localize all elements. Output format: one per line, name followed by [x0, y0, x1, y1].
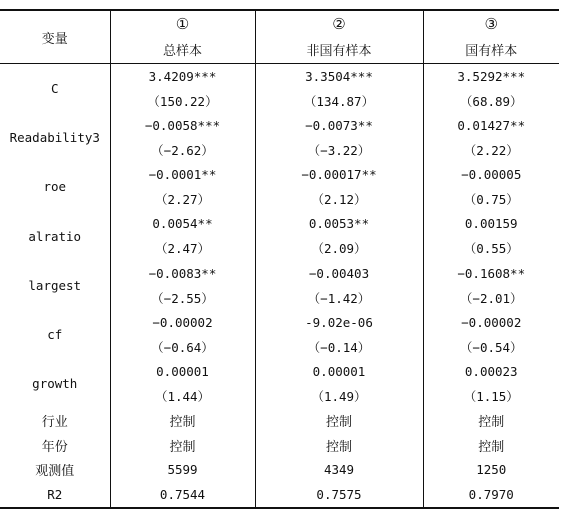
coefficient-cell: −0.0083**: [110, 261, 255, 286]
tstat-cell: （2.47）: [110, 236, 255, 261]
tstat-cell: （134.87）: [255, 89, 423, 114]
variable-label: roe: [43, 179, 67, 195]
coefficient-cell: −0.00002: [423, 310, 559, 335]
footer-value: 5599: [110, 458, 255, 483]
footer-value: 控制: [110, 433, 255, 458]
tstat-cell: （1.15）: [423, 384, 559, 409]
variable-header: 变量: [0, 10, 110, 64]
coefficient-cell: 0.0053**: [255, 212, 423, 237]
footer-value: 0.7970: [423, 482, 559, 508]
variable-label: largest: [28, 277, 82, 293]
footer-label: 行业: [41, 415, 68, 431]
coefficient-cell: 0.00001: [110, 359, 255, 384]
coefficient-cell: 3.3504***: [255, 64, 423, 89]
variable-label: cf: [47, 327, 63, 343]
table-body: [0, 64, 559, 508]
tstat-cell: （−2.55）: [110, 285, 255, 310]
footer-value: 控制: [423, 433, 559, 458]
table-row-footer: [0, 433, 559, 458]
footer-value: 控制: [255, 408, 423, 433]
footer-value: 控制: [255, 433, 423, 458]
tstat-cell: （−2.62）: [110, 138, 255, 163]
tstat-cell: （68.89）: [423, 89, 559, 114]
variable-label: Readability3: [9, 130, 100, 146]
coefficient-cell: 0.00023: [423, 359, 559, 384]
tstat-cell: （1.44）: [110, 384, 255, 409]
table-row-footer: [0, 408, 559, 433]
coefficient-cell: -9.02e-06: [255, 310, 423, 335]
table-row-coef: [0, 162, 559, 187]
tstat-cell: （−0.64）: [110, 335, 255, 360]
tstat-cell: （−2.01）: [423, 285, 559, 310]
regression-table: [0, 9, 559, 509]
coefficient-cell: 0.00159: [423, 212, 559, 237]
coefficient-cell: −0.00403: [255, 261, 423, 286]
variable-label: growth: [32, 376, 78, 392]
table-row-coef: [0, 113, 559, 138]
col-name-full-sample: 总样本: [110, 36, 255, 64]
coefficient-cell: 0.01427**: [423, 113, 559, 138]
coefficient-cell: −0.0001**: [110, 162, 255, 187]
tstat-cell: （2.12）: [255, 187, 423, 212]
table-row-coef: [0, 261, 559, 286]
footer-label: 年份: [41, 439, 68, 455]
coefficient-cell: 3.5292***: [423, 64, 559, 89]
variable-label: C: [50, 81, 59, 97]
col-number-1: ①: [110, 10, 255, 36]
tstat-cell: （2.27）: [110, 187, 255, 212]
table-row-coef: [0, 310, 559, 335]
coefficient-cell: −0.1608**: [423, 261, 559, 286]
tstat-cell: （2.09）: [255, 236, 423, 261]
footer-label: 观测值: [35, 464, 75, 480]
footer-label: R2: [0, 482, 110, 508]
footer-value: 0.7544: [110, 482, 255, 508]
coefficient-cell: −0.00017**: [255, 162, 423, 187]
header-row-numbers: [0, 10, 559, 36]
col-number-2: ②: [255, 10, 423, 36]
variable-label: alratio: [28, 228, 82, 244]
tstat-cell: （0.75）: [423, 187, 559, 212]
table-row-coef: [0, 359, 559, 384]
footer-value: 控制: [423, 408, 559, 433]
tstat-cell: （−0.54）: [423, 335, 559, 360]
coefficient-cell: −0.0058***: [110, 113, 255, 138]
tstat-cell: （0.55）: [423, 236, 559, 261]
tstat-cell: （150.22）: [110, 89, 255, 114]
col-name-non-state: 非国有样本: [255, 36, 423, 64]
col-name-state: 国有样本: [423, 36, 559, 64]
footer-value: 0.7575: [255, 482, 423, 508]
footer-value: 控制: [110, 408, 255, 433]
table-row-coef: [0, 212, 559, 237]
table-row-footer: [0, 482, 559, 508]
table-row-footer: [0, 458, 559, 483]
tstat-cell: （−0.14）: [255, 335, 423, 360]
tstat-cell: （−1.42）: [255, 285, 423, 310]
tstat-cell: （2.22）: [423, 138, 559, 163]
coefficient-cell: 0.0054**: [110, 212, 255, 237]
footer-value: 1250: [423, 458, 559, 483]
coefficient-cell: −0.00002: [110, 310, 255, 335]
col-number-3: ③: [423, 10, 559, 36]
coefficient-cell: −0.0073**: [255, 113, 423, 138]
table-row-coef: [0, 64, 559, 89]
coefficient-cell: 0.00001: [255, 359, 423, 384]
tstat-cell: （1.49）: [255, 384, 423, 409]
tstat-cell: （−3.22）: [255, 138, 423, 163]
coefficient-cell: −0.00005: [423, 162, 559, 187]
coefficient-cell: 3.4209***: [110, 64, 255, 89]
footer-value: 4349: [255, 458, 423, 483]
